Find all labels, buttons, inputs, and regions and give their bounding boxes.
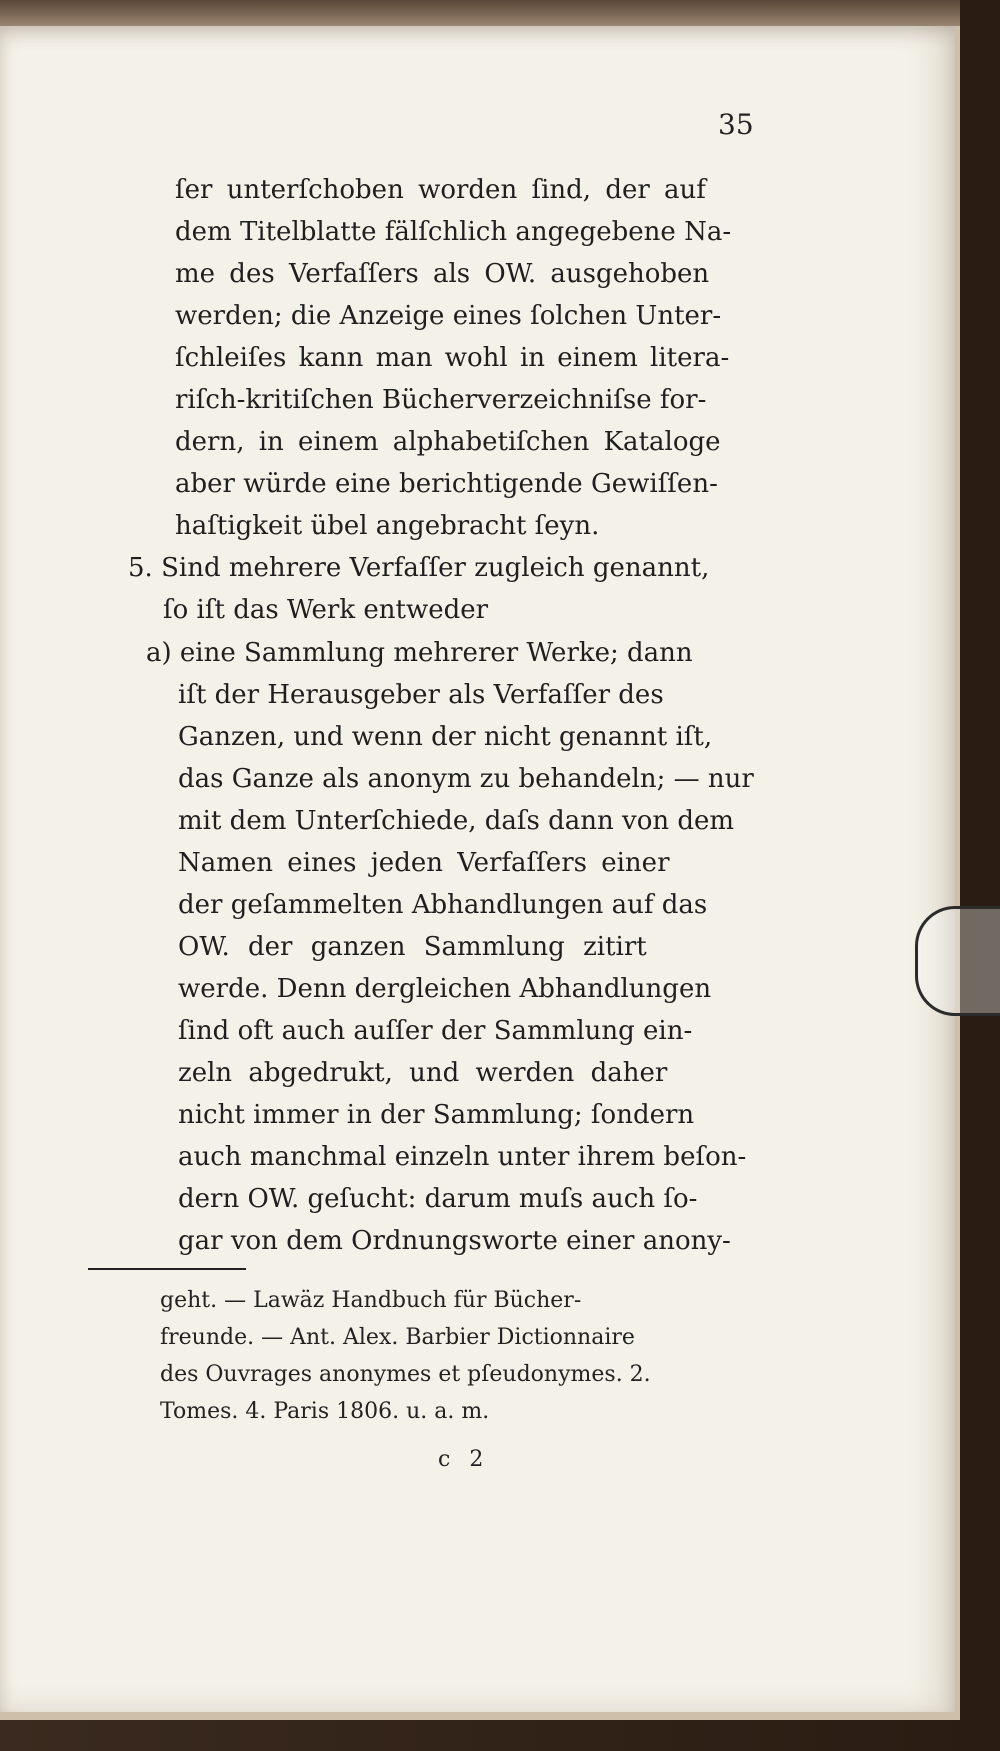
text-line: 5. Sind mehrere Verfaſſer zugleich genannt,: [128, 553, 710, 583]
footnote-line: des Ouvrages anonymes et pſeudonymes. 2.: [160, 1362, 651, 1387]
text-line: aber würde eine berichtigende Gewiſſen-: [175, 469, 718, 499]
text-line: OW. der ganzen Sammlung zitirt: [178, 932, 647, 962]
text-line: dem Titelblatte fälſchlich angegebene Na-: [175, 217, 732, 247]
text-line: ſind oft auch auſſer der Sammlung ein-: [178, 1016, 693, 1046]
text-line: me des Verfaſſers als OW. ausgehoben: [175, 259, 710, 289]
text-line: haſtigkeit übel angebracht ſeyn.: [175, 511, 600, 541]
text-line: ſer unterſchoben worden ſind, der auf: [175, 175, 706, 205]
text-line: dern, in einem alphabetiſchen Kataloge: [175, 427, 721, 457]
text-line: werden; die Anzeige eines ſolchen Unter-: [175, 301, 722, 331]
text-line: a) eine Sammlung mehrerer Werke; dann: [146, 638, 693, 668]
text-line: dern OW. geſucht: darum muſs auch ſo-: [178, 1184, 698, 1214]
text-line: Namen eines jeden Verfaſſers einer: [178, 848, 670, 878]
text-line: nicht immer in der Sammlung; ſondern: [178, 1100, 695, 1130]
text-line: iſt der Herausgeber als Verfaſſer des: [178, 680, 664, 710]
text-line: ſo iſt das Werk entweder: [163, 595, 489, 625]
text-line: der geſammelten Abhandlungen auf das: [178, 890, 708, 920]
text-line: das Ganze als anonym zu behandeln; — nur: [178, 764, 754, 794]
text-line: auch manchmal einzeln unter ihrem beſon-: [178, 1142, 747, 1172]
footnote-rule: [88, 1268, 246, 1270]
footnote-line: freunde. — Ant. Alex. Barbier Dictionnaire: [160, 1325, 635, 1350]
text-line: Ganzen, und wenn der nicht genannt iſt,: [178, 722, 713, 752]
footnote-line: geht. — Lawäz Handbuch für Bücher-: [160, 1288, 582, 1313]
text-line: mit dem Unterſchiede, daſs dann von dem: [178, 806, 735, 836]
text-line: ſchleiſes kann man wohl in einem litera-: [175, 343, 730, 373]
signature-mark: c 2: [438, 1447, 490, 1472]
text-line: gar von dem Ordnungsworte einer anony-: [178, 1226, 731, 1256]
text-line: zeln abgedrukt, und werden daher: [178, 1058, 668, 1088]
text-line: riſch-kritiſchen Bücherverzeichniſse for-: [175, 385, 707, 415]
page-top-shadow: [0, 0, 960, 26]
footnote-line: Tomes. 4. Paris 1806. u. a. m.: [160, 1399, 490, 1424]
page-clip: [915, 906, 1000, 1016]
text-line: werde. Denn dergleichen Abhandlungen: [178, 974, 712, 1004]
page-number: 35: [718, 108, 754, 141]
